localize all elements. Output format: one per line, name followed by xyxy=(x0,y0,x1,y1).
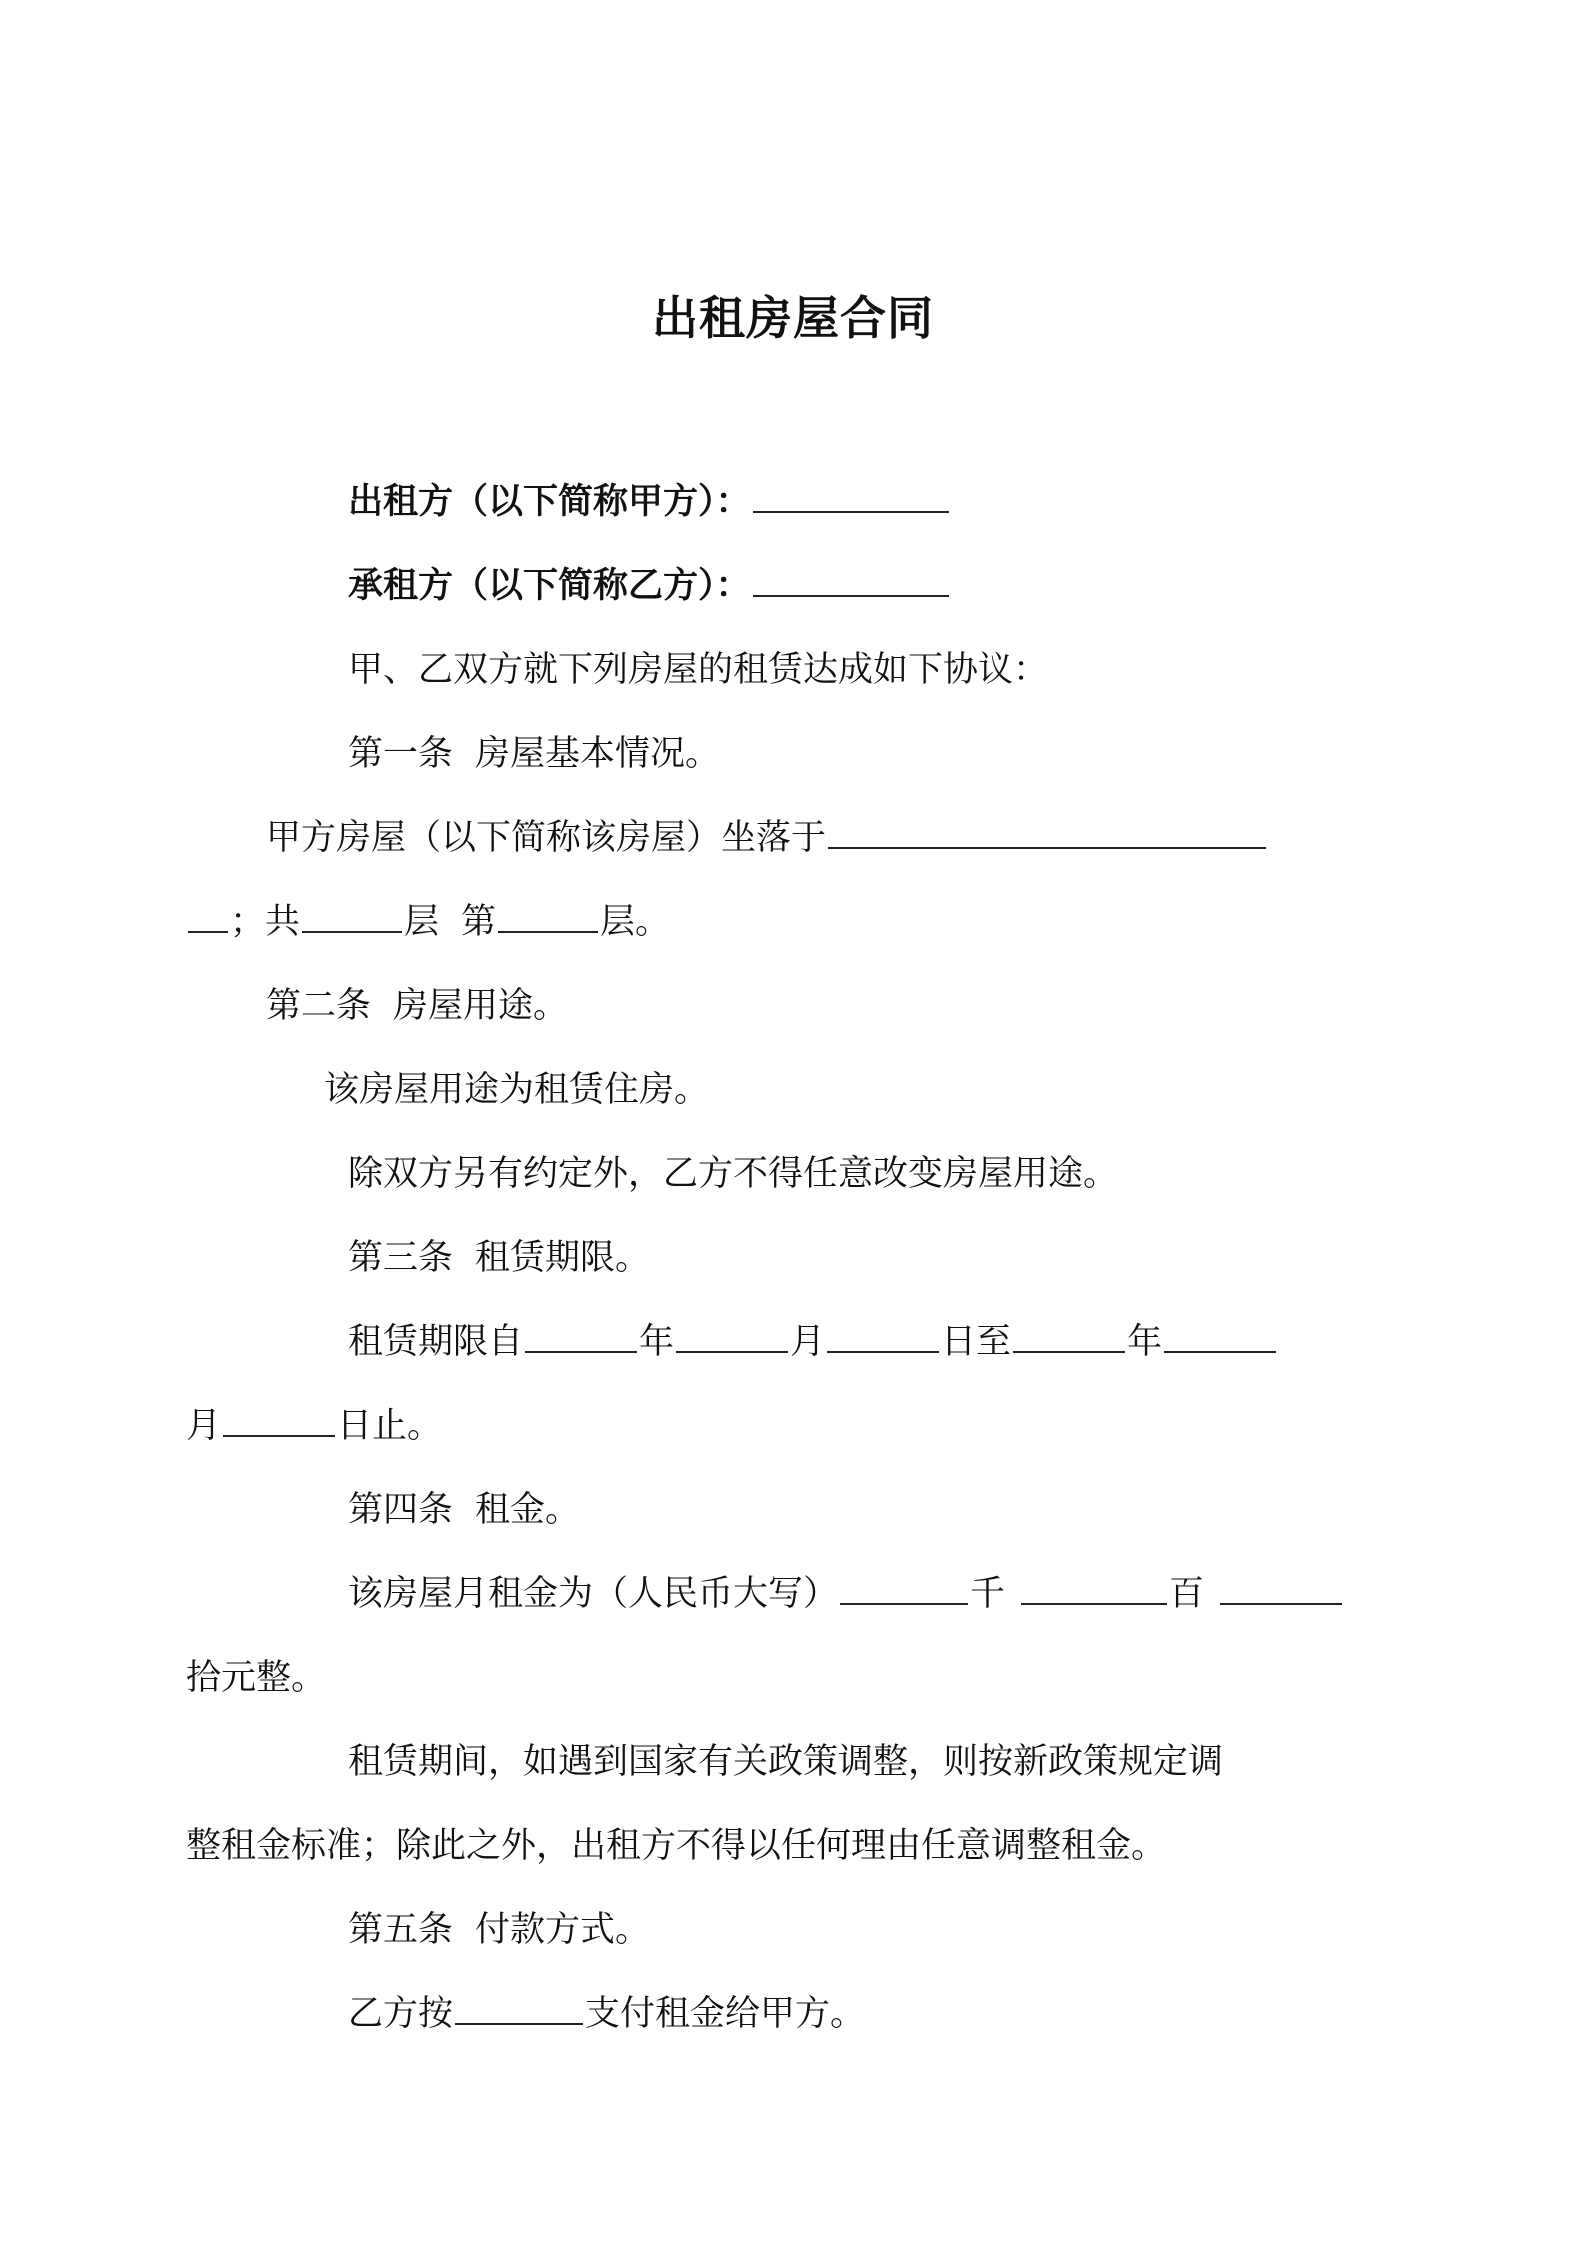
location-blank[interactable] xyxy=(828,813,1266,849)
end-year-unit: 年 xyxy=(1127,1322,1163,1362)
floor-number-label: 第 xyxy=(461,902,497,942)
article-2-paragraph-2: 除双方另有约定外，乙方不得任意改变房屋用途。 xyxy=(348,1154,1119,1194)
start-year-unit: 年 xyxy=(639,1322,675,1362)
start-month-unit: 月 xyxy=(790,1322,826,1362)
article-1-location-label: 甲方房屋（以下简称该房屋）坐落于 xyxy=(266,818,827,858)
floors-unit-label: 层 xyxy=(404,902,440,942)
party-b-line xyxy=(348,561,951,611)
article-3-body-line2 xyxy=(186,1401,442,1451)
article-3-title: 租赁期限。 xyxy=(475,1238,651,1278)
start-day-blank[interactable] xyxy=(827,1317,939,1353)
article-4-number: 第四条 xyxy=(348,1490,454,1530)
page-title: 出租房屋合同 xyxy=(652,291,934,345)
party-a-blank[interactable] xyxy=(753,477,949,513)
article-5-number: 第五条 xyxy=(348,1910,454,1950)
floor-number-blank[interactable] xyxy=(498,897,598,933)
article-5-title: 付款方式。 xyxy=(475,1910,651,1950)
article-3-body-line1 xyxy=(348,1317,1278,1367)
party-a-line xyxy=(348,477,951,527)
article-2-heading xyxy=(266,981,568,1031)
article-4-body-line2: 拾元整。 xyxy=(186,1658,327,1698)
start-year-blank[interactable] xyxy=(525,1317,637,1353)
end-day-blank[interactable] xyxy=(223,1401,335,1437)
article-5-heading xyxy=(348,1905,650,1955)
article-2-paragraph-1: 该房屋用途为租赁住房。 xyxy=(324,1070,710,1110)
article-3-number: 第三条 xyxy=(348,1238,454,1278)
article-4-body-line1 xyxy=(348,1569,1344,1619)
rent-hundreds-blank[interactable] xyxy=(1021,1569,1167,1605)
article-4-title: 租金。 xyxy=(475,1490,581,1530)
party-b-label: 承租方（以下简称乙方）： xyxy=(348,566,751,606)
lease-from-label: 租赁期限自 xyxy=(348,1322,524,1362)
location-blank-cont[interactable] xyxy=(188,897,228,933)
article-1-body-line1 xyxy=(266,813,1268,863)
article-1-title: 房屋基本情况。 xyxy=(475,734,721,774)
monthly-rent-label: 该房屋月租金为（人民币大写） xyxy=(348,1574,839,1614)
end-year-blank[interactable] xyxy=(1013,1317,1125,1353)
start-month-blank[interactable] xyxy=(676,1317,788,1353)
article-4-heading xyxy=(348,1485,580,1535)
article-4-paragraph-2-line2: 整租金标准；除此之外，出租方不得以任何理由任意调整租金。 xyxy=(186,1826,1167,1866)
rent-thousands-unit: 千 xyxy=(970,1574,1006,1614)
rent-tens-blank[interactable] xyxy=(1220,1569,1342,1605)
party-a-label: 出租方（以下简称甲方）： xyxy=(348,482,751,522)
intro-text: 甲、乙双方就下列房屋的租赁达成如下协议： xyxy=(348,650,1049,690)
article-1-number: 第一条 xyxy=(348,734,454,774)
article-1-heading xyxy=(348,729,720,779)
end-month-blank[interactable] xyxy=(1164,1317,1276,1353)
floors-total-label: ；共 xyxy=(230,902,301,942)
rent-hundreds-unit: 百 xyxy=(1169,1574,1205,1614)
end-month-unit: 月 xyxy=(186,1406,222,1446)
rent-thousands-blank[interactable] xyxy=(840,1569,968,1605)
article-3-heading xyxy=(348,1233,650,1283)
payment-label: 乙方按 xyxy=(348,1994,454,2034)
party-b-blank[interactable] xyxy=(753,561,949,597)
floors-total-blank[interactable] xyxy=(302,897,402,933)
article-2-title: 房屋用途。 xyxy=(393,986,569,1026)
article-2-number: 第二条 xyxy=(266,986,372,1026)
article-5-body xyxy=(348,1989,865,2039)
payment-method-blank[interactable] xyxy=(455,1989,583,2025)
start-day-unit: 日至 xyxy=(941,1322,1012,1362)
article-4-paragraph-2-line1: 租赁期间，如遇到国家有关政策调整，则按新政策规定调 xyxy=(348,1742,1224,1782)
end-day-unit: 日止。 xyxy=(337,1406,443,1446)
payment-tail: 支付租金给甲方。 xyxy=(585,1994,866,2034)
article-1-body-line2 xyxy=(186,897,670,947)
floor-number-unit: 层。 xyxy=(600,902,671,942)
